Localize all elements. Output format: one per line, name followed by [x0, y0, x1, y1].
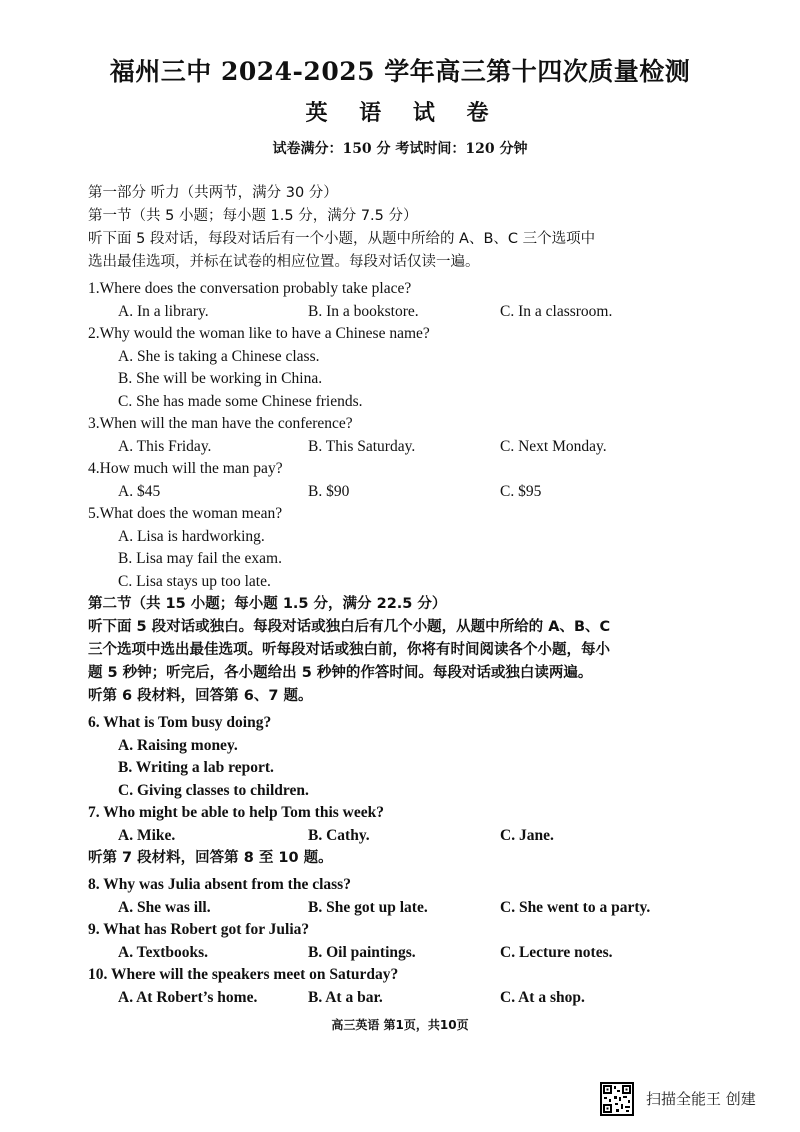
option-a: A. Lisa is hardworking. — [118, 527, 265, 545]
option-c: C. She has made some Chinese friends. — [118, 392, 363, 410]
option-c: C. She went to a party. — [500, 898, 651, 916]
section1-instruction-line: 听下面 5 段对话，每段对话后有一个小题，从题中所给的 A、B、C 三个选项中 — [88, 231, 596, 247]
option-c: C. $95 — [500, 482, 542, 500]
option-b: B. Cathy. — [308, 826, 370, 844]
section1-instruction-line: 选出最佳选项，并标在试卷的相应位置。每段对话仅读一遍。 — [88, 254, 480, 270]
option-b: B. She will be working in China. — [118, 370, 323, 387]
score-info: 试卷满分：150 分 考试时间：120 分钟 — [272, 141, 528, 157]
option-c: C. Jane. — [500, 826, 554, 844]
question-8-options — [88, 897, 708, 920]
option-b: B. At a bar. — [308, 988, 383, 1006]
qr-code-icon — [600, 1082, 634, 1116]
option-a: A. In a library. — [118, 302, 209, 320]
question-10-stem: 10. Where will the speakers meet on Saturday? — [88, 966, 399, 983]
section2-instruction-line: 三个选项中选出最佳选项。听每段对话或独白前，你将有时间阅读各个小题，每小 — [88, 642, 610, 658]
option-a: A. Textbooks. — [118, 943, 209, 961]
page-footer: 高三英语 第1页，共10页 — [331, 1018, 469, 1032]
option-c: C. Lecture notes. — [500, 943, 613, 961]
question-1-stem: 1.Where does the conversation probably take place? — [88, 280, 412, 297]
option-a: A. This Friday. — [118, 437, 212, 455]
question-9-options — [88, 942, 708, 965]
section2-instruction-line: 题 5 秒钟；听完后，各小题给出 5 秒钟的作答时间。每段对话或独白读两遍。 — [88, 665, 593, 681]
question-3-stem: 3.When will the man have the conference? — [88, 415, 353, 432]
option-b: B. Writing a lab report. — [118, 759, 274, 776]
question-7-options — [88, 825, 708, 848]
option-b: B. $90 — [308, 482, 350, 500]
question-9-stem: 9. What has Robert got for Julia? — [88, 921, 310, 938]
scanner-watermark: 扫描全能王 创建 — [646, 1090, 756, 1108]
question-3-options — [88, 436, 708, 459]
question-2-stem: 2.Why would the woman like to have a Chinese name? — [88, 325, 430, 342]
part1-heading: 第一部分 听力（共两节，满分 30 分） — [88, 185, 338, 201]
section2-heading: 第二节（共 15 小题；每小题 1.5 分，满分 22.5 分） — [88, 596, 447, 612]
question-4-options — [88, 481, 708, 504]
option-b: B. Oil paintings. — [308, 943, 416, 961]
question-1-options — [88, 301, 708, 324]
option-b: B. This Saturday. — [308, 437, 416, 455]
question-7-stem: 7. Who might be able to help Tom this week? — [88, 804, 384, 821]
option-b: B. In a bookstore. — [308, 302, 419, 320]
passage-6-label: 听第 6 段材料，回答第 6、7 题。 — [88, 688, 313, 704]
option-b: B. Lisa may fail the exam. — [118, 550, 282, 567]
section1-heading: 第一节（共 5 小题；每小题 1.5 分，满分 7.5 分） — [88, 208, 418, 224]
question-4-stem: 4.How much will the man pay? — [88, 460, 283, 477]
option-c: C. In a classroom. — [500, 302, 613, 320]
section2-instruction-line: 听下面 5 段对话或独白。每段对话或独白后有几个小题，从题中所给的 A、B、C — [88, 619, 611, 635]
question-6-stem: 6. What is Tom busy doing? — [88, 714, 272, 731]
option-a: A. She was ill. — [118, 898, 211, 916]
option-c: C. At a shop. — [500, 988, 585, 1006]
option-a: A. She is taking a Chinese class. — [118, 347, 320, 365]
exam-body — [88, 182, 708, 1009]
option-a: A. Raising money. — [118, 736, 238, 754]
option-c: C. Lisa stays up too late. — [118, 572, 271, 590]
question-5-stem: 5.What does the woman mean? — [88, 505, 283, 522]
option-a: A. At Robert’s home. — [118, 988, 258, 1006]
question-8-stem: 8. Why was Julia absent from the class? — [88, 876, 351, 893]
exam-title: 福州三中 2024-2025 学年高三第十四次质量检测 — [109, 57, 691, 86]
option-c: C. Giving classes to children. — [118, 781, 309, 799]
option-c: C. Next Monday. — [500, 437, 607, 455]
question-10-options — [88, 987, 708, 1010]
passage-7-label: 听第 7 段材料，回答第 8 至 10 题。 — [88, 850, 333, 866]
exam-subtitle: 英 语 试 卷 — [305, 100, 495, 126]
option-a: A. Mike. — [118, 826, 176, 844]
option-a: A. $45 — [118, 482, 161, 500]
option-b: B. She got up late. — [308, 898, 428, 916]
